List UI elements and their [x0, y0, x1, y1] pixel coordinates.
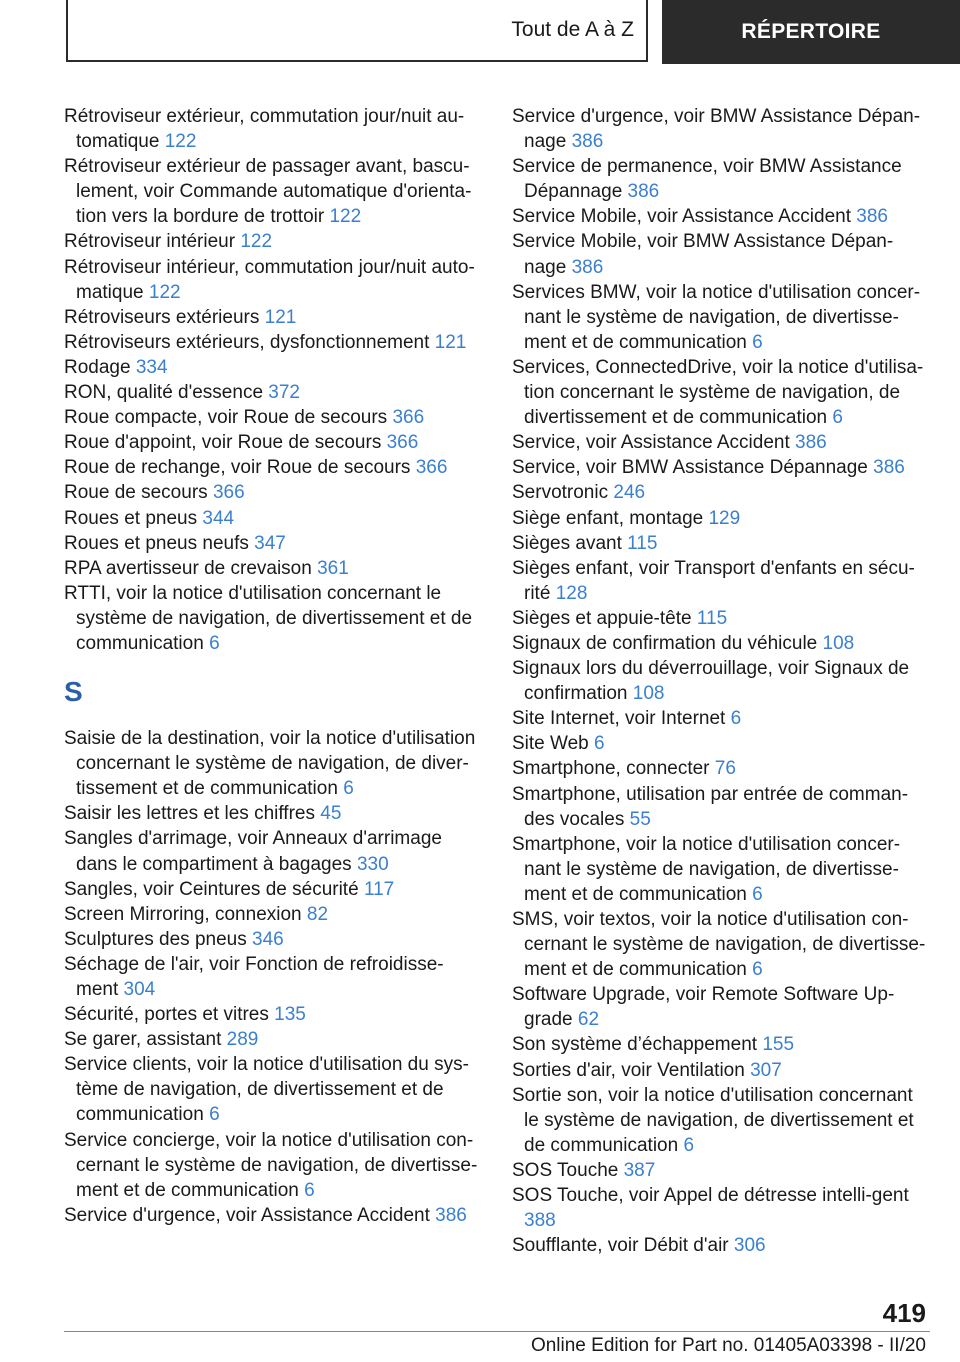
entry-text: Rétroviseur extérieur de passager avant, bascu-lement, voir Commande automatique d'orienta-tion vers la bordure de trottoir: [64, 156, 472, 228]
entry-text: Rétroviseurs extérieurs: [64, 306, 260, 328]
page-link[interactable]: 386: [627, 181, 660, 203]
page-link[interactable]: 121: [434, 331, 467, 353]
index-entry: [64, 902, 479, 927]
entry-text: Saisir les lettres et les chiffres: [64, 803, 315, 825]
index-list-s: [64, 726, 479, 1228]
page-link[interactable]: 135: [274, 1004, 306, 1026]
page-link[interactable]: 387: [623, 1159, 656, 1181]
index-entry: [64, 826, 479, 876]
index-entry: [64, 305, 479, 330]
page-link[interactable]: 386: [873, 457, 905, 479]
page-number: 419: [882, 1298, 926, 1328]
entry-text: Rétroviseur intérieur: [64, 231, 236, 253]
entry-text: Rétroviseurs extérieurs, dysfonctionnement: [64, 331, 430, 353]
index-entry: [512, 907, 930, 982]
page-link[interactable]: 122: [329, 206, 362, 228]
index-entry: [64, 927, 479, 952]
entry-text: Service de permanence, voir BMW Assistance Dépannage: [512, 156, 902, 203]
entry-text: Service Mobile, voir BMW Assistance Dépan-nage: [512, 231, 894, 278]
page-link[interactable]: 246: [613, 482, 646, 504]
page-link[interactable]: 6: [752, 959, 763, 981]
entry-text: Services BMW, voir la notice d'utilisation concer-nant le système de navigation, de divertisse-ment et de communication: [512, 281, 921, 353]
page-link[interactable]: 366: [212, 482, 245, 504]
index-entry: [512, 631, 930, 656]
page-link[interactable]: 129: [708, 507, 741, 529]
entry-text: Saisie de la destination, voir la notice d'utilisation concernant le système de navigation, de diver-tissement et de communication: [64, 728, 476, 800]
page-link[interactable]: 122: [164, 131, 197, 153]
index-entry: [512, 982, 930, 1032]
index-entry: [512, 656, 930, 706]
page-link[interactable]: 6: [752, 331, 763, 353]
entry-text: Service, voir Assistance Accident: [512, 432, 790, 454]
index-entry: [64, 506, 479, 531]
index-entry: [512, 556, 930, 606]
section-title: Tout de A à Z: [511, 18, 634, 41]
page-link[interactable]: 386: [571, 256, 604, 278]
index-entry: [512, 731, 930, 756]
entry-text: Roue d'appoint, voir Roue de secours: [64, 432, 382, 454]
chapter-tab: [662, 0, 960, 64]
index-entry: [512, 531, 930, 556]
page-link[interactable]: 330: [356, 853, 389, 875]
index-entry: [512, 832, 930, 907]
page-link[interactable]: 115: [696, 607, 728, 629]
entry-text: Sculptures des pneus: [64, 928, 247, 950]
entry-text: Rétroviseur intérieur, commutation jour/nuit auto-matique: [64, 256, 475, 303]
index-entry: [64, 255, 479, 305]
index-entry: [64, 154, 479, 229]
entry-text: Site Internet, voir Internet: [512, 708, 726, 730]
entry-text: Sièges et appuie-tête: [512, 607, 692, 629]
index-entry: [64, 455, 479, 480]
page-link[interactable]: 6: [730, 708, 742, 730]
entry-text: Software Upgrade, voir Remote Software Up-grade: [512, 984, 895, 1031]
index-entry: [512, 506, 930, 531]
entry-text: SMS, voir textos, voir la notice d'utilisation con-cernant le système de navigation, de divertisse-ment et de communication: [512, 909, 926, 981]
page-link[interactable]: 6: [209, 1104, 220, 1126]
index-entry: [64, 952, 479, 1002]
page-link[interactable]: 386: [856, 206, 888, 228]
entry-text: Siège enfant, montage: [512, 507, 704, 529]
page-link[interactable]: 366: [415, 457, 448, 479]
page-link[interactable]: 117: [363, 878, 395, 900]
page-link[interactable]: 386: [435, 1204, 467, 1226]
page-link[interactable]: 304: [123, 979, 156, 1000]
index-entry: [512, 355, 930, 430]
page-link[interactable]: 344: [202, 507, 235, 529]
entry-text: Service, voir BMW Assistance Dépannage: [512, 457, 868, 479]
entry-text: Services, ConnectedDrive, voir la notice d'utilisa-tion concernant le système de navigation, de divertissement et de communication: [512, 356, 924, 429]
page-link[interactable]: 45: [320, 803, 342, 825]
index-entry: [64, 380, 479, 405]
index-list-s-continued: [512, 104, 930, 1258]
index-entry: [512, 104, 930, 154]
page-link[interactable]: 6: [683, 1134, 695, 1156]
index-entry: [64, 1002, 479, 1027]
page-header: [0, 0, 960, 66]
entry-text: Sécurité, portes et vitres: [64, 1004, 269, 1026]
entry-text: Roue de rechange, voir Roue de secours: [64, 457, 411, 479]
index-entry: [64, 355, 479, 380]
index-entry: [512, 706, 930, 731]
entry-text: Sièges enfant, voir Transport d'enfants en sécu-rité: [512, 557, 915, 604]
entry-text: RTTI, voir la notice d'utilisation concernant le système de navigation, de divertissement et de communication: [64, 582, 473, 654]
page-link[interactable]: 6: [343, 778, 354, 800]
entry-text: Service concierge, voir la notice d'utilisation con-cernant le système de navigation, de divertisse-ment et de communication: [64, 1129, 478, 1201]
index-list-r: [64, 104, 479, 656]
index-entry: [512, 154, 930, 204]
footer-divider: [64, 1331, 930, 1332]
page-link[interactable]: 372: [268, 382, 300, 404]
entry-text: Smartphone, connecter: [512, 758, 710, 780]
index-entry: [64, 531, 479, 556]
entry-text: Se garer, assistant: [64, 1029, 222, 1051]
page-link[interactable]: 386: [571, 131, 604, 153]
page-link[interactable]: 76: [714, 758, 736, 780]
page-link[interactable]: 346: [252, 928, 284, 950]
entry-text: Son système d’échappement: [512, 1034, 758, 1056]
entry-text: Séchage de l'air, voir Fonction de refroidisse-ment: [64, 953, 444, 1000]
page-link[interactable]: 6: [832, 407, 843, 429]
entry-text: Service clients, voir la notice d'utilisation du sys-tème de navigation, de divertissement et de communication: [64, 1054, 469, 1126]
index-entry: [512, 1183, 930, 1233]
entry-text: Sièges avant: [512, 532, 622, 554]
right-column: [512, 104, 930, 1258]
index-entry: [512, 204, 930, 229]
left-column: [64, 104, 479, 1228]
index-entry: [512, 480, 930, 505]
entry-text: Service d'urgence, voir Assistance Accident: [64, 1204, 430, 1226]
entry-text: Sangles d'arrimage, voir Anneaux d'arrimage dans le compartiment à bagages: [64, 828, 442, 875]
index-entry: [64, 801, 479, 826]
index-entry: [64, 430, 479, 455]
entry-text: Roues et pneus: [64, 507, 198, 529]
entry-text: Smartphone, voir la notice d'utilisation concer-nant le système de navigation, de divertisse-ment et de communication: [512, 833, 901, 905]
entry-text: Rodage: [64, 356, 131, 378]
entry-text: Sortie son, voir la notice d'utilisation concernant le système de navigation, de divertissement et de communication: [512, 1084, 914, 1156]
index-entry: [512, 280, 930, 355]
index-entry: [64, 330, 479, 355]
entry-text: Sangles, voir Ceintures de sécurité: [64, 878, 359, 900]
page-link[interactable]: 128: [555, 582, 588, 604]
index-entry: [64, 480, 479, 505]
index-entry: [64, 104, 479, 154]
index-entry: [64, 556, 479, 581]
entry-text: Rétroviseur extérieur, commutation jour/nuit au-tomatique: [64, 106, 465, 153]
page-link[interactable]: 6: [752, 883, 763, 905]
entry-text: Smartphone, utilisation par entrée de comman-des vocales: [512, 783, 909, 830]
page-link[interactable]: 122: [240, 231, 273, 253]
entry-text: Roue de secours: [64, 482, 208, 504]
page-link[interactable]: 122: [148, 281, 181, 303]
page-link[interactable]: 121: [264, 306, 297, 328]
page-link[interactable]: 108: [822, 632, 855, 654]
index-entry: [64, 1203, 479, 1228]
index-entry: [512, 1032, 930, 1057]
index-entry: [64, 229, 479, 254]
entry-text: Roue compacte, voir Roue de secours: [64, 407, 388, 429]
section-letter: S: [64, 676, 83, 708]
index-entry: [512, 455, 930, 480]
page-link[interactable]: 115: [627, 532, 658, 554]
entry-text: Screen Mirroring, connexion: [64, 903, 302, 925]
page-link[interactable]: 82: [306, 903, 329, 925]
index-entry: [512, 756, 930, 781]
entry-text: Service Mobile, voir Assistance Accident: [512, 206, 851, 228]
index-entry: [64, 1128, 479, 1203]
page-link[interactable]: 6: [594, 733, 605, 755]
entry-text: SOS Touche: [512, 1159, 619, 1181]
page-link[interactable]: 361: [317, 557, 349, 579]
index-entry: [64, 405, 479, 430]
entry-text: Roues et pneus neufs: [64, 532, 249, 554]
page-link[interactable]: 6: [304, 1179, 315, 1201]
entry-text: Sorties d'air, voir Ventilation: [512, 1059, 745, 1081]
page-link[interactable]: 386: [795, 432, 827, 454]
index-entry: [512, 229, 930, 279]
chapter-title: RÉPERTOIRE: [741, 20, 881, 43]
page-link[interactable]: 366: [392, 407, 425, 429]
entry-text: Service d'urgence, voir BMW Assistance Dépan-nage: [512, 106, 921, 153]
page-link[interactable]: 62: [577, 1009, 600, 1031]
entry-text: Signaux lors du déverrouillage, voir Signaux de confirmation: [512, 658, 910, 705]
index-entry: [64, 726, 479, 801]
page-link[interactable]: 289: [226, 1029, 259, 1051]
page-link[interactable]: 306: [733, 1235, 766, 1257]
entry-text: Signaux de confirmation du véhicule: [512, 632, 818, 654]
index-entry: [512, 1083, 930, 1158]
index-entry: [64, 581, 479, 656]
entry-text: Site Web: [512, 733, 589, 755]
page-link[interactable]: 6: [209, 632, 220, 654]
footer-edition: Online Edition for Part no. 01405A03398 - II/20: [530, 1335, 926, 1356]
page-link[interactable]: 307: [750, 1059, 782, 1081]
entry-text: RPA avertisseur de crevaison: [64, 557, 312, 579]
page-link[interactable]: 108: [632, 683, 665, 705]
index-entry: [512, 1058, 930, 1083]
entry-text: Soufflante, voir Débit d'air: [512, 1235, 729, 1257]
entry-text: Servotronic: [512, 482, 609, 504]
page-link[interactable]: 347: [254, 532, 286, 554]
page-link[interactable]: 55: [629, 808, 651, 830]
index-entry: [64, 877, 479, 902]
index-entry: [512, 430, 930, 455]
index-entry: [512, 1233, 930, 1258]
index-entry: [512, 782, 930, 832]
index-entry: [64, 1027, 479, 1052]
entry-text: RON, qualité d'essence: [64, 382, 264, 404]
page-link[interactable]: 366: [386, 432, 419, 454]
page-link[interactable]: 388: [524, 1210, 556, 1232]
section-tab: [66, 0, 648, 62]
index-entry: [512, 1158, 930, 1183]
entry-text: SOS Touche, voir Appel de détresse intelli-gent: [512, 1185, 909, 1207]
index-entry: [64, 1052, 479, 1127]
page-link[interactable]: 155: [762, 1034, 795, 1056]
page-link[interactable]: 334: [135, 356, 168, 378]
index-entry: [512, 606, 930, 631]
